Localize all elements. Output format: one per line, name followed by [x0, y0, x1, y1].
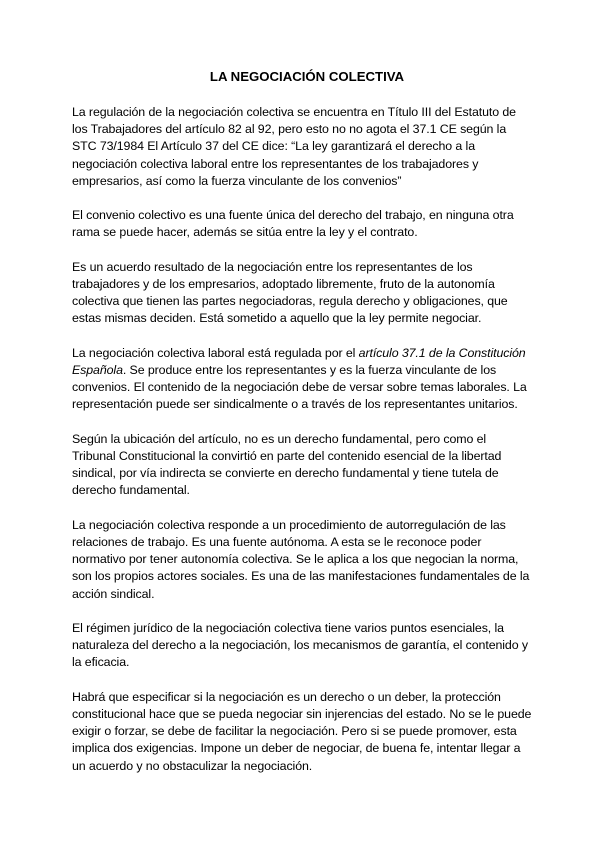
constitution-article-reference: artículo 37.1 de la Constitución Española	[72, 345, 526, 377]
paragraph-regulacion: La regulación de la negociación colectiva se encuentra en Título III del Estatuto de los Trabajadores del artículo 82 al 92, pero esto no no agota el 37.1 CE según la STC 73/1984 El Artículo 37 del CE dice: “La ley garantizará el derecho a la negociación colectiva laboral entre los representantes de los trabajadores y empresarios, así como la fuerza vinculante de los convenios”	[72, 105, 516, 188]
paragraph-regimen-juridico: El régimen jurídico de la negociación colectiva tiene varios puntos esenciales, la naturaleza del derecho a la negociación, los mecanismos de garantía, el contenido y la eficacia.	[72, 621, 528, 670]
paragraph-convenio-fuente: El convenio colectivo es una fuente única del derecho del trabajo, en ninguna otra rama se puede hacer, además se sitúa entre la ley y el contrato.	[72, 208, 514, 240]
paragraph-acuerdo: Es un acuerdo resultado de la negociación entre los representantes de los trabajadores y de los empresarios, adoptado libremente, fruto de la autonomía colectiva que tienen las partes negociadoras, regula derecho y obligaciones, que estas mismas deciden. Está sometido a aquello que la ley permite negociar.	[72, 259, 508, 326]
paragraph-text-end: . Se produce entre los representantes y es la fuerza vinculante de los convenios. El contenido de la negociación debe de versar sobre temas laborales. La representación puede ser sindicalmente o a través de los representantes unitarios.	[72, 363, 527, 412]
document-title: LA NEGOCIACIÓN COLECTIVA	[209, 69, 405, 84]
document-page	[72, 68, 532, 792]
paragraph-regulada-constitucion	[72, 345, 532, 414]
paragraph-text-start: La negociación colectiva laboral está regulada por el	[72, 345, 359, 360]
paragraph-derecho-deber: Habrá que especificar si la negociación es un derecho o un deber, la protección constitucional hace que se pueda negociar sin injerencias del estado. No se le puede exigir o forzar, se debe de facilitar la negociación. Pero si se puede promover, esta implica dos exigencias. Impone un deber de negociar, de buena fe, intentar llegar a un acuerdo y no obstaculizar la negociación.	[72, 689, 532, 773]
paragraph-ubicacion-articulo: Según la ubicación del artículo, no es un derecho fundamental, pero como el Tribunal Constitucional la convirtió en parte del contenido esencial de la libertad sindical, por vía indirecta se convierte en derecho fundamental y tiene tutela de derecho fundamental.	[72, 431, 502, 498]
paragraph-autorregulacion: La negociación colectiva responde a un procedimiento de autorregulación de las relaciones de trabajo. Es una fuente autónoma. A esta se le reconoce poder normativo por tener autonomía colectiva. Se le aplica a los que negocian la norma, son los propios actores sociales. Es una de las manifestaciones fundamentales de la acción sindical.	[72, 517, 530, 601]
